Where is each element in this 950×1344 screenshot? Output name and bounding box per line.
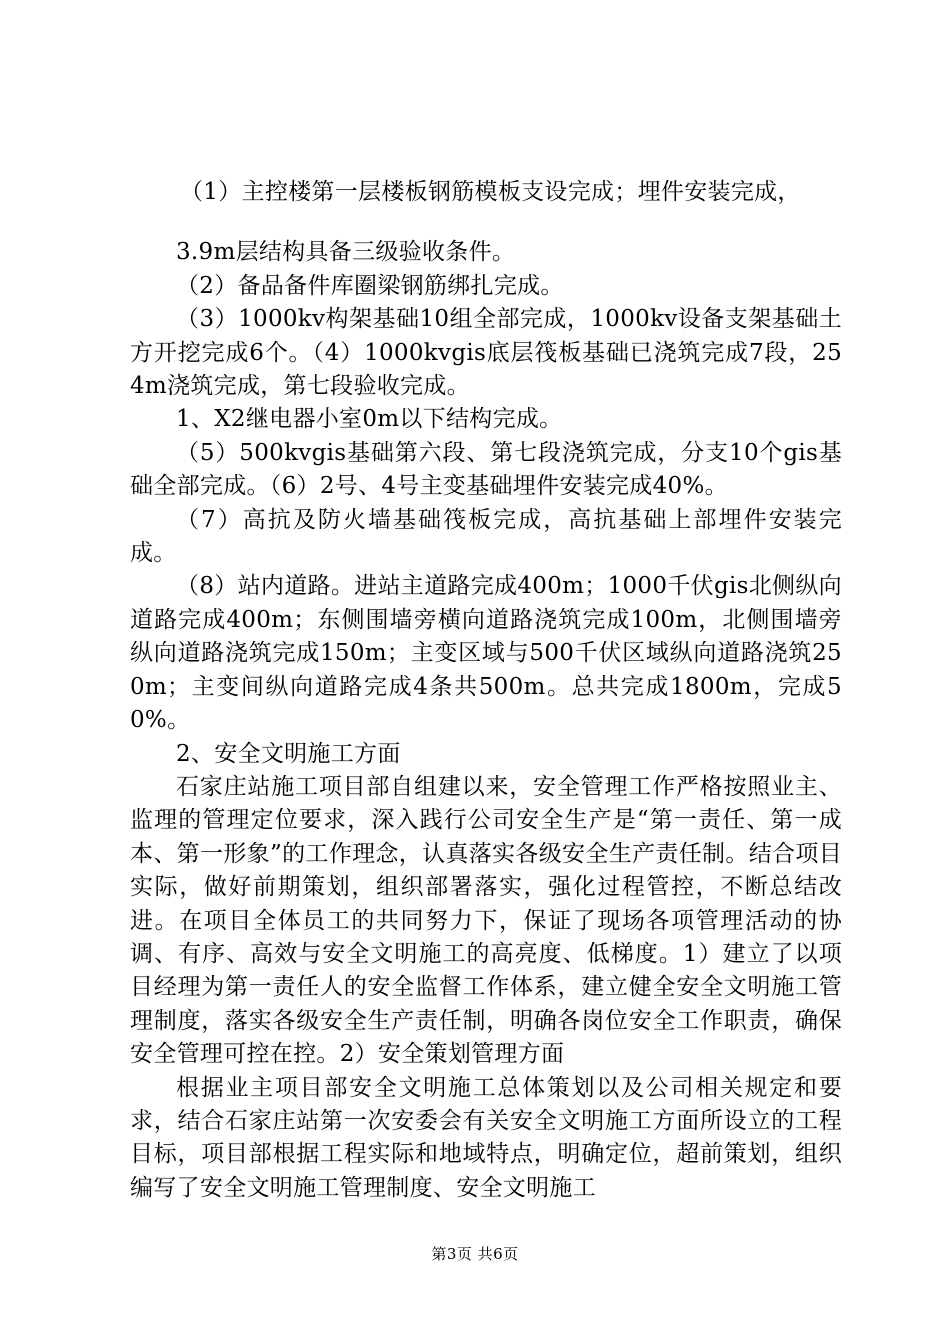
paragraph-progress-item-1: （1）主控楼第一层楼板钢筋模板支设完成；埋件安装完成， xyxy=(180,179,801,205)
paragraph-progress-item-2: （2）备品备件库圈梁钢筋绑扎完成。 xyxy=(176,272,564,299)
page-footer: 第3页 共6页 xyxy=(431,1245,519,1263)
paragraph-relay-room: 1、X2继电器小室0m以下结构完成。 xyxy=(176,406,563,433)
paragraph-progress-item-3-4: （3）1000kv构架基础10组全部完成，1000kv设备支架基础土方开挖完成6个。（4）1000kvgis底层筏板基础已浇筑完成7段，254m浇筑完成，第七段验收完成。 xyxy=(130,306,842,400)
paragraph-progress-item-1-cont: 3.9m层结构具备三级验收条件。 xyxy=(176,239,516,266)
document-body xyxy=(130,176,842,1205)
paragraph-safety-management: 石家庄站施工项目部自组建以来，安全管理工作严格按照业主、监理的管理定位要求，深入践行公司安全生产是“第一责任、第一成本、第一形象”的工作理念，认真落实各级安全生产责任制。结合项目实际，做好前期策划，组织部署落实，强化过程管控，不断总结改进。在项目全体员工的共同努力下，保证了现场各项管理活动的协调、有序、高效与安全文明施工的高亮度、低梯度。1）建立了以项目经理为第一责任人的安全监督工作体系，建立健全安全文明施工管理制度，落实各级安全生产责任制，明确各岗位安全工作职责，确保安全管理可控在控。2）安全策划管理方面 xyxy=(130,773,842,1068)
section-heading-safety: 2、安全文明施工方面 xyxy=(176,740,401,767)
paragraph-progress-item-7: （7）高抗及防火墙基础筏板完成，高抗基础上部埋件安装完成。 xyxy=(130,506,842,567)
paragraph-progress-item-8: （8）站内道路。进站主道路完成400m；1000千伏gis北侧纵向道路完成400m；东侧围墙旁横向道路浇筑完成100m，北侧围墙旁纵向道路浇筑完成150m；主变区域与500千伏区域纵向道路浇筑250m；主变间纵向道路完成4条共500m。总共完成1800m，完成50%。 xyxy=(130,573,842,734)
paragraph-safety-planning: 根据业主项目部安全文明施工总体策划以及公司相关规定和要求，结合石家庄站第一次安委会有关安全文明施工方面所设立的工程目标，项目部根据工程实际和地域特点，明确定位，超前策划，组织编写了安全文明施工管理制度、安全文明施工 xyxy=(130,1074,842,1201)
paragraph-progress-item-5-6: （5）500kvgis基础第六段、第七段浇筑完成，分支10个gis基础全部完成。（6）2号、4号主变基础埋件安装完成40%。 xyxy=(130,439,842,500)
